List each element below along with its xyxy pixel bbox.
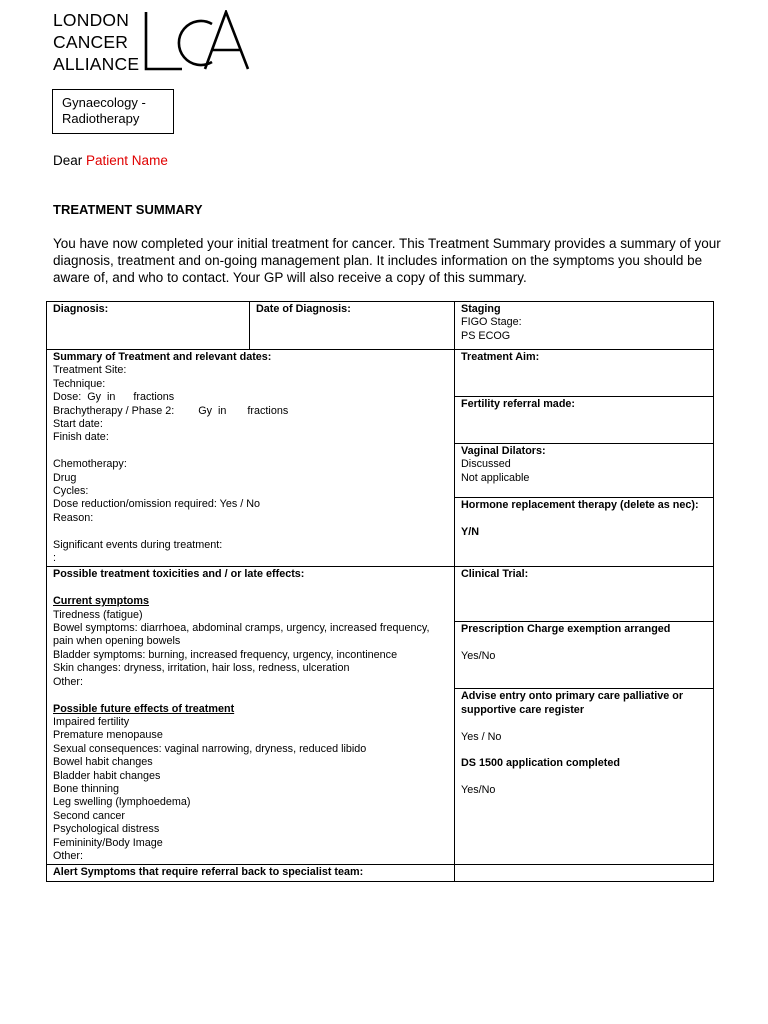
prescription-yn: Yes/No [461,650,496,663]
vaginal-dilators: Vaginal Dilators: [461,445,546,457]
current-symptom: Tiredness (fatigue) [53,608,143,621]
patient-name: Patient Name [86,153,168,168]
future-effect: Bladder habit changes [53,769,161,782]
toxicities-heading: Possible treatment toxicities and / or late effects: [53,568,305,581]
significant-events: Significant events during treatment: [53,538,223,551]
current-symptoms-heading: Current symptoms [53,595,149,608]
treatment-aim: Treatment Aim: [461,351,540,363]
future-effect: Bone thinning [53,782,120,795]
dilators-discussed: Discussed [461,458,511,471]
logo-line: LONDON [53,10,130,30]
reason: Reason: [53,511,94,524]
future-effect: Bowel habit changes [53,756,153,769]
dilators-not-applicable: Not applicable [461,471,530,484]
fertility-referral: Fertility referral made: [461,398,576,410]
cycles: Cycles: [53,485,89,498]
staging-label: Staging [461,303,501,315]
prescription-charge: Prescription Charge exemption arranged [461,623,671,636]
events-colon: : [53,552,56,565]
current-symptom: Skin changes: dryness, irritation, hair loss, redness, ulceration [53,662,350,675]
lca-logo-mark [142,10,252,72]
current-symptom: Bowel symptoms: diarrhoea, abdominal cramps, urgency, increased frequency, pain when opening bowels [53,622,430,648]
ps-ecog: PS ECOG [461,329,511,342]
diagnosis-cell: Diagnosis: [47,302,250,350]
brachytherapy: Brachytherapy / Phase 2: Gy in fractions [53,404,289,417]
drug: Drug [53,471,77,484]
alert-symptoms-cell: Alert Symptoms that require referral back to specialist team: [47,865,455,881]
hrt-yn: Y/N [461,525,479,538]
advise-yn: Yes / No [461,730,502,743]
date-of-diagnosis-cell: Date of Diagnosis: [250,302,455,350]
right-bottom-cell [455,567,714,865]
department-line: Radiotherapy [62,111,140,126]
chemotherapy: Chemotherapy: [53,458,127,471]
logo-line: ALLIANCE [53,54,140,74]
future-effect: Impaired fertility [53,715,130,728]
department-box [52,89,174,134]
future-effect: Sexual consequences: vaginal narrowing, dryness, reduced libido [53,742,367,755]
current-symptom: Other: [53,675,84,688]
toxicities-cell [47,567,455,865]
figo-stage: FIGO Stage: [461,316,522,329]
future-effects-heading: Possible future effects of treatment [53,702,235,715]
department-line: Gynaecology - [62,95,146,110]
technique: Technique: [53,377,106,390]
dose: Dose: Gy in fractions [53,391,175,404]
page-title: TREATMENT SUMMARY [53,202,203,217]
finish-date: Finish date: [53,431,109,444]
alert-blank-cell [455,865,714,881]
clinical-trial: Clinical Trial: [461,568,529,581]
future-effect: Premature menopause [53,729,163,742]
summary-heading: Summary of Treatment and relevant dates: [53,351,272,363]
logo-line: CANCER [53,32,129,52]
summary-table [46,301,714,882]
current-symptom: Bladder symptoms: burning, increased frequency, urgency, incontinence [53,648,398,661]
treatment-site: Treatment Site: [53,364,127,377]
ds1500: DS 1500 application completed [461,757,621,770]
intro-paragraph: You have now completed your initial treatment for cancer. This Treatment Summary provides a summary of your diagnosis, treatment and on-going management plan. It includes information on the symptoms you should be aware of, and who to contact. Your GP will also receive a copy of this summary. [53,236,721,285]
treatment-summary-cell [47,350,455,567]
greeting [53,153,168,168]
logo-text [53,9,143,75]
dear-text: Dear [53,153,83,168]
future-effect: Femininity/Body Image [53,836,163,849]
right-top-cell [455,350,714,567]
future-effect: Other: [53,849,84,862]
staging-cell [455,302,714,350]
ds1500-yn: Yes/No [461,784,496,797]
future-effect: Leg swelling (lymphoedema) [53,796,191,809]
future-effect: Psychological distress [53,823,160,836]
future-effect: Second cancer [53,809,126,822]
hrt-label: Hormone replacement therapy (delete as nec): [461,499,699,511]
advise-entry: Advise entry onto primary care palliative or supportive care register [461,690,684,716]
dose-reduction: Dose reduction/omission required: Yes / No [53,498,261,511]
start-date: Start date: [53,418,103,431]
